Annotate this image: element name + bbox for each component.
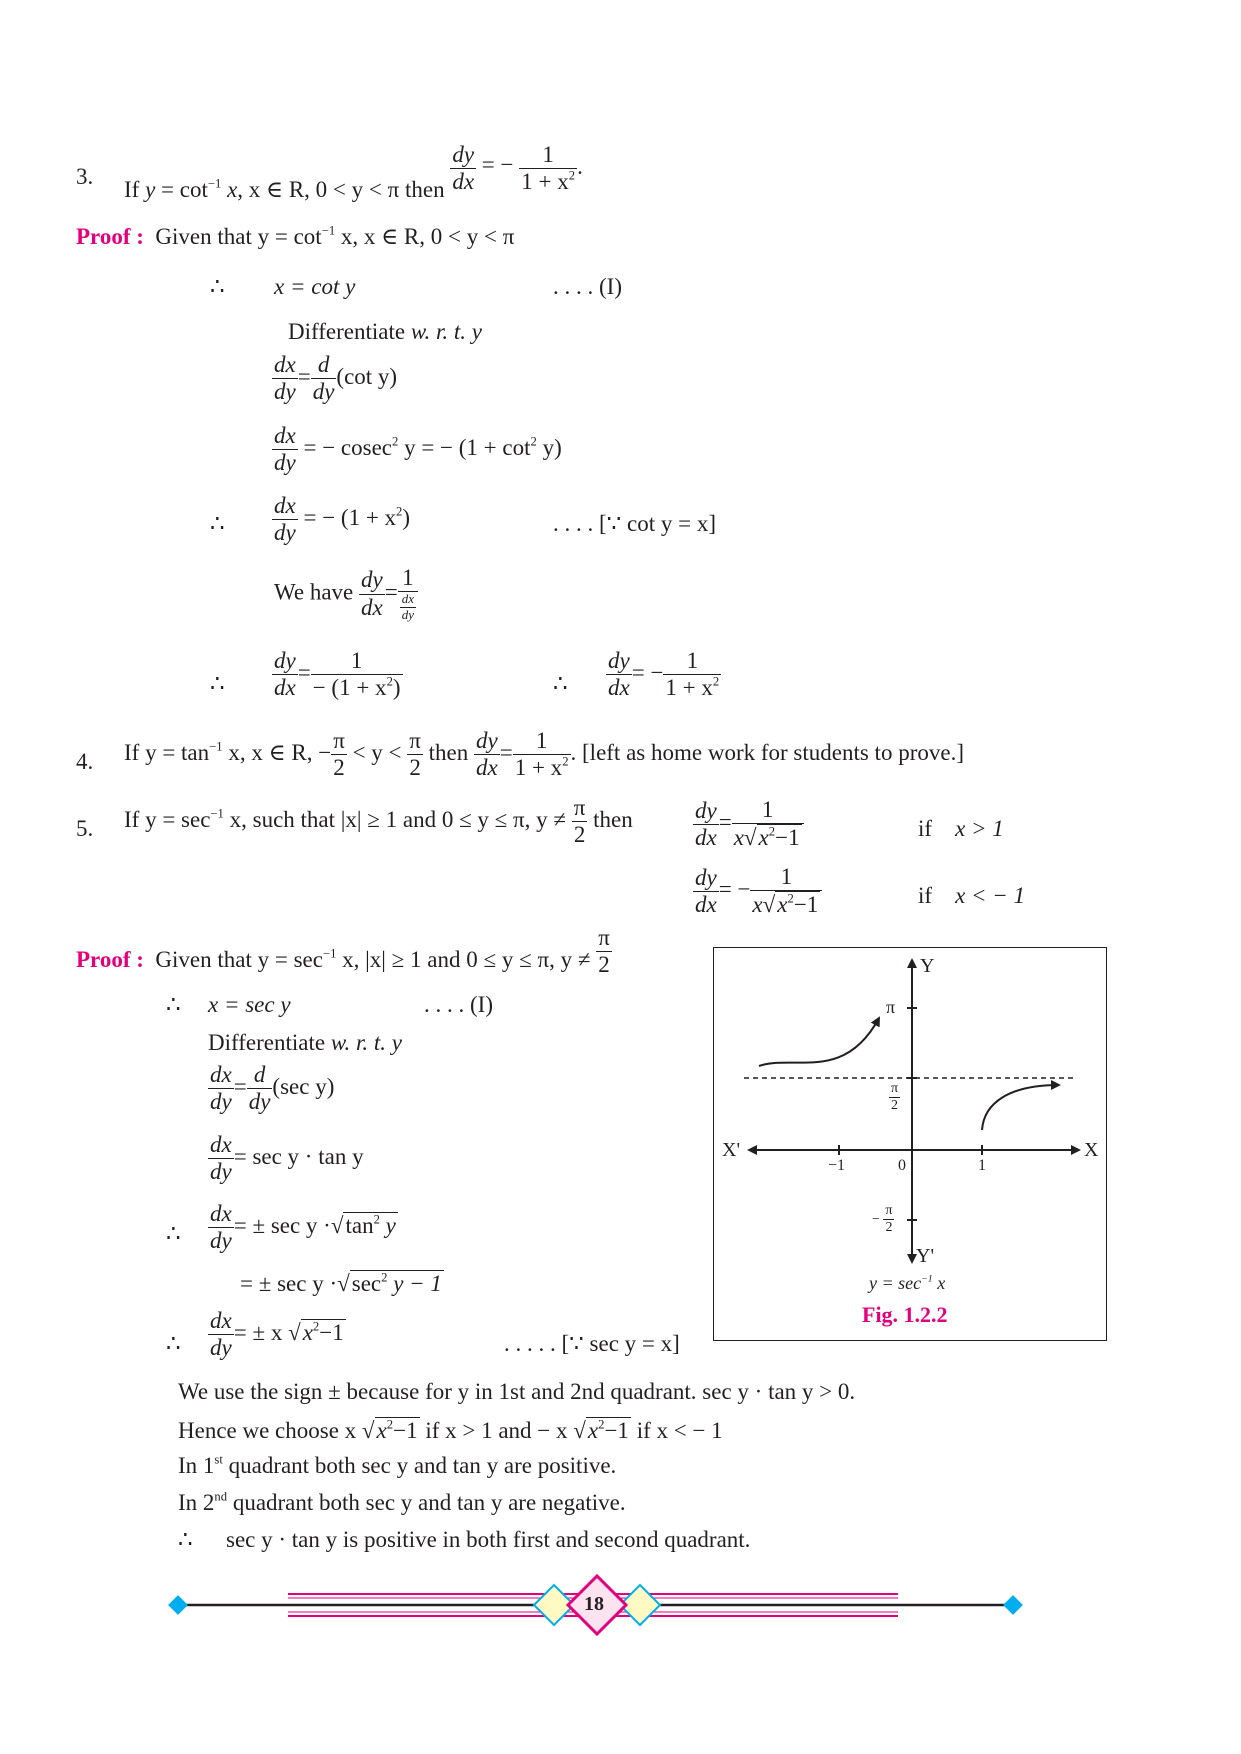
tick-label-neg-pi-over-2: − $\frac{\pi}{2}$ [872,1203,893,1236]
curve-left-branch [759,1018,879,1066]
theorem-5-case-2-cond: if x < − 1 [918,883,1026,908]
eq-ref-5-1: . . . . (I) [424,992,493,1017]
theorem-5-case-2: $\frac{dy}{dx}$ = − $\frac{1}{x√x^2-1}$ [693,864,822,919]
step-pm-x: $\frac{dx}{dy}$ = ± x $√x^2-1$ [210,1308,344,1361]
therefore-8: ∴ [178,1527,193,1552]
therefore-6: ∴ [166,1221,181,1246]
therefore-5: ∴ [166,992,181,1017]
step-sec-tan: $\frac{dx}{dy}$ = sec y · tan y [210,1132,364,1185]
tick-label-one: 1 [978,1157,986,1174]
x-eq-cot-y: x = cot y [274,274,356,299]
differentiate-line: Differentiate w. r. t. y [288,319,482,344]
theorem-3-statement: If $y = \cot^{-1} x$, x ∈ R, 0 < y < π then $\frac{dy}{dx}$ = − $\frac{1}{1 + x^2}$ . [124,142,583,203]
step-pm-tan: $\frac{dx}{dy}$ = ± $\sec y \cdot√\tan^2$ y [210,1201,396,1254]
figure-1-2-2 [713,947,1107,1341]
eq-ref-1: . . . . (I) [553,274,622,299]
theorem-3-number: 3. [76,164,94,189]
we-have-line: We have $\frac{dy}{dx}$ = $\frac{1}{\frac{dx}{dy}}$ [274,565,418,623]
therefore-1: ∴ [210,274,225,299]
theorem-4-number: 4. [76,749,94,774]
explanation-line-3: In 1st quadrant both sec y and tan y are positive. [178,1452,617,1478]
theorem-5-statement: If $y = \sec^{-1} x$, such that |x| ≥ 1 and 0 ≤ y ≤ π, y ≠ $\frac{\pi}{2}$ then [124,795,633,848]
x-axis-label: X [1084,1139,1099,1161]
step-cosec: $\frac{dx}{dy}$ = − cosec$^2$ y = − $(1 + \cot^2 y)$ [274,423,562,476]
tick-label-neg-one: −1 [828,1157,846,1174]
therefore-4: ∴ [553,671,568,696]
therefore-7: ∴ [166,1331,181,1356]
explanation-line-2: Hence we choose x $√x^2-1$ if x > 1 and − x $√x^2-1$ if x < − 1 [178,1417,723,1443]
y-prime-label: Y' [916,1245,935,1267]
step-result-b: $\frac{dy}{dx}$ = − $\frac{1}{1 + x^2}$ [608,648,720,701]
theorem-5-number: 5. [76,816,94,841]
tick-label-zero: 0 [898,1157,906,1174]
eq-ref-5-2: . . . . . [∵ sec y = x] [504,1331,680,1356]
page-footer [168,1570,1023,1640]
proof-3-line: Proof : Given that $y = \cot^{-1} x$, x ∈ R, 0 < y < π [76,223,515,249]
y-axis-label: Y [920,955,935,977]
theorem-4-statement: If $y = \tan^{-1} x$, x ∈ R, − $\frac{\pi}{2}$ < y < $\frac{\pi}{2}$ then $\frac{dy}{dx}$ = $\frac{1}{1 + x^2}$ . [left as home work for students to prove.] [124,728,964,781]
step-dxdy-cot: $\frac{dx}{dy}$ = $\frac{d}{dy}$ (cot y) [274,352,398,405]
step-minus-1-x2: $\frac{dx}{dy}$ = − $(1 + x^2)$ [274,493,411,546]
explanation-line-1: We use the sign ± because for y in 1st and 2nd quadrant. sec y · tan y > 0. [178,1379,856,1404]
explanation-line-5: sec y · tan y is positive in both first and second quadrant. [226,1527,751,1552]
tick-label-pi-over-2: $\frac{\pi}{2}$ [891,1081,899,1114]
explanation-line-4: In 2nd quadrant both sec y and tan y are negative. [178,1489,626,1515]
right-end-diamond [1003,1595,1023,1615]
therefore-3: ∴ [210,671,225,696]
theorem-5-case-1: $\frac{dy}{dx}$ = $\frac{1}{x√x^2-1}$ [693,797,804,852]
theorem-5-case-1-cond: if x > 1 [918,816,1004,841]
left-end-diamond [168,1595,188,1615]
x-prime-label: X' [722,1139,741,1161]
step-dxdy-sec: $\frac{dx}{dy}$ = $\frac{d}{dy}$ (sec y) [210,1062,335,1115]
therefore-2: ∴ [210,511,225,536]
function-label: $y = \sec^{-1} x$ [869,1273,946,1293]
step-result-a: $\frac{dy}{dx}$ = $\frac{1}{- (1 + x^2)}$ [274,648,401,701]
figure-caption: Fig. 1.2.2 [862,1302,948,1327]
step-pm-sec2: = ± $\sec y \cdot√\sec^2$ y − 1 [240,1270,442,1296]
x-eq-sec-y: x = sec y [208,992,291,1017]
curve-right-branch [982,1085,1059,1130]
proof-5-line: Proof : Given that $y = \sec^{-1} x$, |x| ≥ 1 and 0 ≤ y ≤ π, y ≠ $\frac{\pi}{2}$ [76,925,610,978]
tick-label-pi: π [886,997,896,1017]
eq-ref-2: . . . . [∵ cot y = x] [553,511,717,536]
differentiate-line-5: Differentiate w. r. t. y [208,1030,402,1055]
page-number: 18 [584,1593,604,1615]
